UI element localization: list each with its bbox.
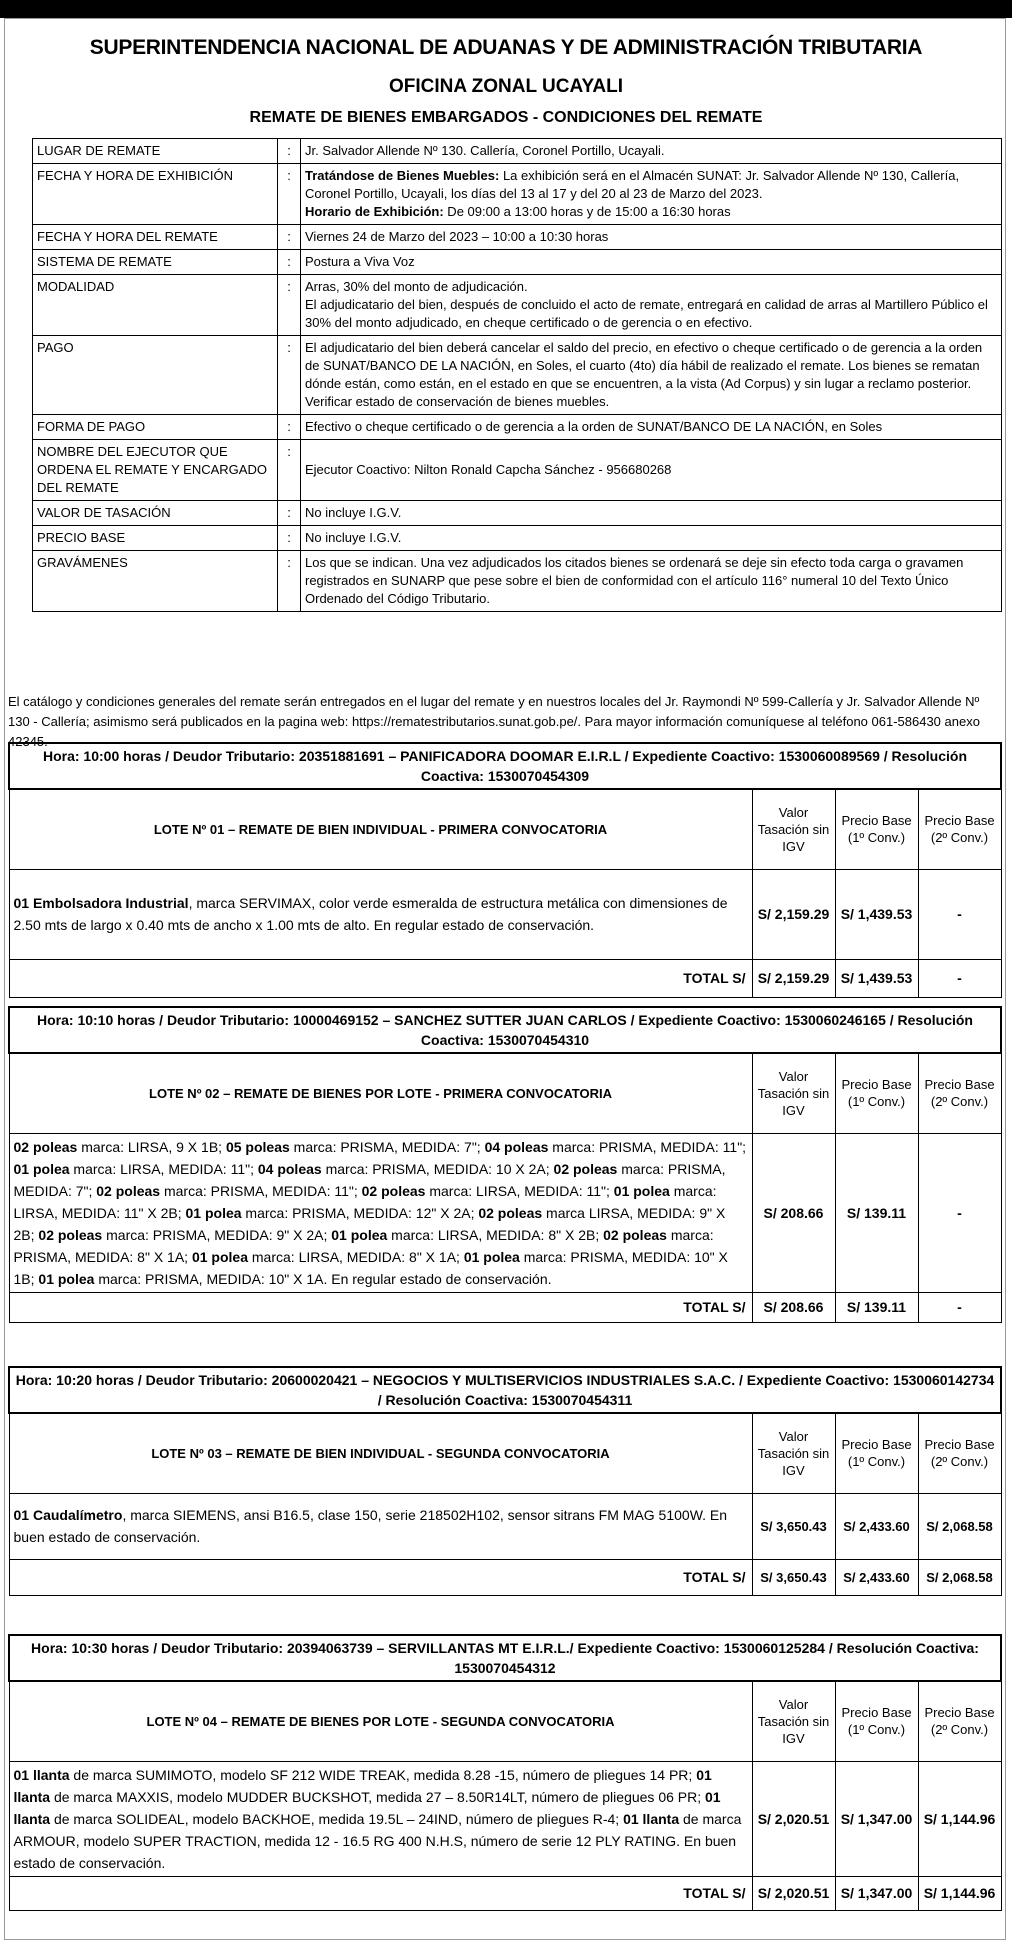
item-name: 01 llanta — [13, 1766, 70, 1783]
condition-colon: : — [278, 336, 301, 415]
lot-hora: Hora: 10:30 horas / Deudor Tributario: 20394063739 – SERVILLANTAS MT E.I.R.L./ Expediente Coactivo: 1530060125284 / Resolución Coactiva: 1530070454312 — [9, 1635, 1001, 1681]
condition-colon: : — [278, 551, 301, 612]
item-detail: marca: LIRSA, MEDIDA: 8" X 1A; — [248, 1248, 464, 1265]
lot-precio1: S/ 1,439.53 — [835, 869, 918, 959]
item-detail: marca: PRISMA, MEDIDA: 8" X 1A; — [13, 1226, 714, 1265]
lot-precio2: - — [918, 869, 1001, 959]
condition-value: El adjudicatario del bien deberá cancelar el saldo del precio, en efectivo o cheque certificado o de gerencia a la orden de SUNAT/BANCO DE LA NACIÓN, en Soles, el cuarto (4to) día hábil de realizado el remate. Los bienes se rematan dónde están, como están, en el estado en que se encuentren, a la vista (Ad Corpus) y sin lugar a reclamo posterior. Verificar estado de conservación de bienes muebles. — [301, 336, 1002, 415]
total-precio1: S/ 1,439.53 — [835, 959, 918, 997]
total-valor: S/ 208.66 — [752, 1292, 835, 1322]
total-label: TOTAL S/ — [9, 959, 752, 997]
condition-label: FECHA Y HORA DE EXHIBICIÓN — [33, 164, 278, 225]
item-detail: marca: LIRSA, 9 X 1B; — [77, 1138, 226, 1155]
lot-hora: Hora: 10:10 horas / Deudor Tributario: 10000469152 – SANCHEZ SUTTER JUAN CARLOS / Expediente Coactivo: 1530060246165 / Resolución Coactiva: 1530070454310 — [9, 1007, 1001, 1053]
col-precio1-header: Precio Base (1º Conv.) — [835, 789, 918, 869]
condition-colon: : — [278, 250, 301, 275]
condition-colon: : — [278, 415, 301, 440]
item-detail: de marca ARMOUR, modelo SUPER TRACTION, medida 12 - 16.5 RG 400 N.H.S, número de serie 12 PLY RATING. En buen estado de conservación. — [13, 1810, 742, 1871]
modalidad-detail: El adjudicatario del bien, después de concluido el acto de remate, entregará en calidad de arras al Martillero Público el 30% del monto adjudicado, en cheque certificado o de gerencia o en efectivo. — [305, 297, 988, 330]
item-name: 01 llanta — [623, 1810, 680, 1827]
lot-hora-row — [9, 1007, 1001, 1053]
item-detail: marca: PRISMA, MEDIDA: 7"; — [289, 1138, 485, 1155]
condition-label: FORMA DE PAGO — [33, 415, 278, 440]
col-valor-header: Valor Tasación sin IGV — [752, 789, 835, 869]
item-name: 01 polea — [613, 1182, 670, 1199]
item-name: 02 poleas — [478, 1204, 543, 1221]
condition-value: Postura a Viva Voz — [301, 250, 1002, 275]
condition-value: Los que se indican. Una vez adjudicados los citados bienes se ordenará se deje sin efecto toda carga o gravamen registrados en SUNARP que pese sobre el bien de conformidad con el artículo 116° numeral 10 del Texto Único Ordenado del Código Tributario. — [301, 551, 1002, 612]
lot-header-row — [9, 1053, 1001, 1133]
item-detail: marca LIRSA, MEDIDA: 9" X 2B; — [13, 1204, 726, 1243]
lot-hora: Hora: 10:00 horas / Deudor Tributario: 20351881691 – PANIFICADORA DOOMAR E.I.R.L / Expediente Coactivo: 1530060089569 / Resolución Coactiva: 1530070454309 — [9, 743, 1001, 789]
lot-precio2: S/ 1,144.96 — [918, 1761, 1001, 1876]
col-precio2-header: Precio Base (2º Conv.) — [918, 1053, 1001, 1133]
condition-value: Efectivo o cheque certificado o de gerencia a la orden de SUNAT/BANCO DE LA NACIÓN, en Soles — [301, 415, 1002, 440]
col-valor-header: Valor Tasación sin IGV — [752, 1413, 835, 1493]
condition-row-forma-pago — [33, 415, 1002, 440]
item-name: 05 poleas — [225, 1138, 290, 1155]
condition-value — [301, 275, 1002, 336]
item-name: 04 poleas — [257, 1160, 322, 1177]
item-detail: marca: LIRSA, MEDIDA: 8" X 2B; — [387, 1226, 604, 1243]
lot-total-row — [9, 1559, 1001, 1595]
total-precio1: S/ 2,433.60 — [835, 1559, 918, 1595]
condition-row-exhibicion — [33, 164, 1002, 225]
condition-label: PRECIO BASE — [33, 526, 278, 551]
condition-value: No incluye I.G.V. — [301, 526, 1002, 551]
item-name: 01 llanta — [13, 1766, 712, 1805]
item-detail: , marca SERVIMAX, color verde esmeralda de estructura metálica con dimensiones de 2.50 mts de largo x 0.40 mts de ancho x 1.00 mts de alto. En regular estado de conservación. — [13, 895, 728, 933]
lot-name: LOTE Nº 02 – REMATE DE BIENES POR LOTE - PRIMERA CONVOCATORIA — [9, 1053, 752, 1133]
lot-name: LOTE Nº 01 – REMATE DE BIEN INDIVIDUAL - PRIMERA CONVOCATORIA — [9, 789, 752, 869]
condition-row-modalidad — [33, 275, 1002, 336]
item-detail: marca: LIRSA, MEDIDA: 11"; — [425, 1182, 614, 1199]
item-name: 01 polea — [191, 1248, 248, 1265]
lot-name: LOTE Nº 04 – REMATE DE BIENES POR LOTE - SEGUNDA CONVOCATORIA — [9, 1681, 752, 1761]
condition-label: PAGO — [33, 336, 278, 415]
condition-row-gravamenes — [33, 551, 1002, 612]
lot-hora: Hora: 10:20 horas / Deudor Tributario: 20600020421 – NEGOCIOS Y MULTISERVICIOS INDUSTRIALES S.A.C. / Expediente Coactivo: 1530060142734 / Resolución Coactiva: 1530070454311 — [9, 1367, 1001, 1413]
condition-colon: : — [278, 440, 301, 501]
condition-label: MODALIDAD — [33, 275, 278, 336]
lot-item-row — [9, 1493, 1001, 1559]
lot-hora-row — [9, 1367, 1001, 1413]
condition-label: LUGAR DE REMATE — [33, 139, 278, 164]
item-name: 02 poleas — [13, 1138, 78, 1155]
item-detail: marca: PRISMA, MEDIDA: 7"; — [13, 1160, 726, 1199]
item-detail: marca: LIRSA, MEDIDA: 11" X 2B; — [13, 1182, 717, 1221]
lot-description — [9, 1493, 752, 1559]
condition-label: SISTEMA DE REMATE — [33, 250, 278, 275]
item-detail: marca: PRISMA, MEDIDA: 12" X 2A; — [241, 1204, 479, 1221]
lot-table-4 — [8, 1634, 1002, 1911]
item-detail: marca: PRISMA, MEDIDA: 11"; — [548, 1138, 747, 1155]
item-detail: de marca SUMIMOTO, modelo SF 212 WIDE TREAK, medida 8.28 -15, número de pliegues 14 PR; — [69, 1766, 697, 1783]
exhibition-hours: De 09:00 a 13:00 horas y de 15:00 a 16:30 horas — [443, 204, 731, 219]
item-name: 02 poleas — [603, 1226, 667, 1243]
exhibition-hours-lead: Horario de Exhibición: — [305, 204, 444, 219]
modalidad-line: Arras, 30% del monto de adjudicación. — [305, 279, 528, 294]
col-precio2-header: Precio Base (2º Conv.) — [918, 1413, 1001, 1493]
condition-value: Ejecutor Coactivo: Nilton Ronald Capcha Sánchez - 956680268 — [301, 440, 1002, 501]
page-title: SUPERINTENDENCIA NACIONAL DE ADUANAS Y DE ADMINISTRACIÓN TRIBUTARIA — [89, 36, 923, 59]
total-valor: S/ 2,159.29 — [752, 959, 835, 997]
condition-value: No incluye I.G.V. — [301, 501, 1002, 526]
lot-header-row — [9, 1413, 1001, 1493]
item-detail: de marca MAXXIS, modelo MUDDER BUCKSHOT, medida 27 – 8.50R14LT, número de pliegues 06 PR; — [50, 1788, 706, 1805]
item-name: 01 polea — [13, 1160, 70, 1177]
lot-valor: S/ 2,159.29 — [752, 869, 835, 959]
lot-header-row — [9, 789, 1001, 869]
lot-description — [9, 1761, 752, 1876]
item-detail: de marca SOLIDEAL, modelo BACKHOE, medida 19.5L – 24IND, número de pliegues R-4; — [50, 1810, 624, 1827]
condition-label: NOMBRE DEL EJECUTOR QUE ORDENA EL REMATE Y ENCARGADO DEL REMATE — [33, 440, 278, 501]
lot-header-row — [9, 1681, 1001, 1761]
total-precio2: - — [918, 1292, 1001, 1322]
item-name: 01 Caudalímetro — [13, 1507, 123, 1523]
total-precio2: S/ 2,068.58 — [918, 1559, 1001, 1595]
item-name: 01 Embolsadora Industrial — [13, 895, 189, 911]
condition-label: VALOR DE TASACIÓN — [33, 501, 278, 526]
lot-table-2 — [8, 1006, 1002, 1323]
col-precio1-header: Precio Base (1º Conv.) — [835, 1681, 918, 1761]
condition-row-valor — [33, 501, 1002, 526]
lot-total-row — [9, 1876, 1001, 1910]
condition-colon: : — [278, 225, 301, 250]
item-detail: marca: PRISMA, MEDIDA: 10" X 1B; — [13, 1248, 728, 1287]
condition-value — [301, 164, 1002, 225]
total-label: TOTAL S/ — [9, 1876, 752, 1910]
lot-precio2: S/ 2,068.58 — [918, 1493, 1001, 1559]
item-detail: marca: PRISMA, MEDIDA: 10" X 1A. En regular estado de conservación. — [94, 1270, 552, 1287]
item-detail: , marca SIEMENS, ansi B16.5, clase 150, serie 218502H102, sensor sitrans FM MAG 5100W. En buen estado de conservación. — [13, 1507, 728, 1545]
item-name: 02 poleas — [96, 1182, 161, 1199]
condition-colon: : — [278, 139, 301, 164]
col-precio1-header: Precio Base (1º Conv.) — [835, 1413, 918, 1493]
total-precio1: S/ 1,347.00 — [835, 1876, 918, 1910]
item-name: 02 poleas — [38, 1226, 103, 1243]
item-name: 01 llanta — [13, 1788, 721, 1827]
lot-valor: S/ 2,020.51 — [752, 1761, 835, 1876]
condition-colon: : — [278, 501, 301, 526]
condition-value: Viernes 24 de Marzo del 2023 – 10:00 a 10:30 horas — [301, 225, 1002, 250]
item-detail: marca: PRISMA, MEDIDA: 10 X 2A; — [321, 1160, 554, 1177]
lot-item-row — [9, 1761, 1001, 1876]
total-precio2: - — [918, 959, 1001, 997]
lot-total-row — [9, 959, 1001, 997]
lot-precio1: S/ 1,347.00 — [835, 1761, 918, 1876]
total-valor: S/ 3,650.43 — [752, 1559, 835, 1595]
lot-precio1: S/ 2,433.60 — [835, 1493, 918, 1559]
condition-row-fecha — [33, 225, 1002, 250]
item-detail: marca: LIRSA, MEDIDA: 11"; — [69, 1160, 258, 1177]
condition-colon: : — [278, 164, 301, 225]
lot-description — [9, 869, 752, 959]
total-label: TOTAL S/ — [9, 1292, 752, 1322]
condition-colon: : — [278, 526, 301, 551]
total-precio1: S/ 139.11 — [835, 1292, 918, 1322]
item-detail: marca: PRISMA, MEDIDA: 9" X 2A; — [102, 1226, 332, 1243]
condition-colon: : — [278, 275, 301, 336]
condition-row-sistema — [33, 250, 1002, 275]
col-valor-header: Valor Tasación sin IGV — [752, 1053, 835, 1133]
exhibition-text: La exhibición será en el Almacén SUNAT: Jr. Salvador Allende Nº 130, Callería, Coronel Portillo, Ucayali, los días del 13 al 17 y del 20 al 23 de Marzo del 2023. — [305, 168, 960, 201]
exhibition-bold-lead: Tratándose de Bienes Muebles: — [305, 168, 500, 183]
total-label: TOTAL S/ — [9, 1559, 752, 1595]
lot-item-row — [9, 869, 1001, 959]
item-name: 02 poleas — [553, 1160, 618, 1177]
item-name: 02 poleas — [361, 1182, 426, 1199]
condition-row-ejecutor — [33, 440, 1002, 501]
col-precio2-header: Precio Base (2º Conv.) — [918, 1681, 1001, 1761]
lot-total-row — [9, 1292, 1001, 1322]
condition-row-pago — [33, 336, 1002, 415]
condition-row-precio — [33, 526, 1002, 551]
col-precio2-header: Precio Base (2º Conv.) — [918, 789, 1001, 869]
lot-valor: S/ 208.66 — [752, 1133, 835, 1292]
office-title: OFICINA ZONAL UCAYALI — [388, 76, 623, 97]
total-valor: S/ 2,020.51 — [752, 1876, 835, 1910]
item-name: 01 polea — [463, 1248, 520, 1265]
lot-description — [9, 1133, 752, 1292]
col-precio1-header: Precio Base (1º Conv.) — [835, 1053, 918, 1133]
lot-table-1 — [8, 742, 1002, 998]
catalog-note: El catálogo y condiciones generales del remate serán entregados en el lugar del remate y en nuestros locales del Jr. Raymondi Nº 599-Callería y Jr. Salvador Allende Nº 130 - Callería; asimismo será publicados en la pagina web: https://rematestributarios.sunat.gob.pe/. Para mayor información comuníquese al teléfono 061-586430 anexo 42345. — [8, 694, 980, 749]
lot-item-row — [9, 1133, 1001, 1292]
lot-name: LOTE Nº 03 – REMATE DE BIEN INDIVIDUAL - SEGUNDA CONVOCATORIA — [9, 1413, 752, 1493]
lot-hora-row — [9, 1635, 1001, 1681]
lot-precio2: - — [918, 1133, 1001, 1292]
condition-label: GRAVÁMENES — [33, 551, 278, 612]
item-name: 01 polea — [331, 1226, 388, 1243]
item-detail: marca: PRISMA, MEDIDA: 11"; — [160, 1182, 362, 1199]
lot-table-3 — [8, 1366, 1002, 1596]
condition-row-lugar — [33, 139, 1002, 164]
lot-hora-row — [9, 743, 1001, 789]
section-subtitle: REMATE DE BIENES EMBARGADOS - CONDICIONES DEL REMATE — [249, 109, 763, 126]
lot-precio1: S/ 139.11 — [835, 1133, 918, 1292]
condition-label: FECHA Y HORA DEL REMATE — [33, 225, 278, 250]
item-name: 04 poleas — [484, 1138, 549, 1155]
condition-value: Jr. Salvador Allende Nº 130. Callería, Coronel Portillo, Ucayali. — [301, 139, 1002, 164]
top-black-bar — [0, 0, 1012, 18]
col-valor-header: Valor Tasación sin IGV — [752, 1681, 835, 1761]
item-name: 01 polea — [185, 1204, 242, 1221]
item-name: 01 polea — [38, 1270, 95, 1287]
total-precio2: S/ 1,144.96 — [918, 1876, 1001, 1910]
conditions-table — [32, 138, 1002, 612]
lot-valor: S/ 3,650.43 — [752, 1493, 835, 1559]
